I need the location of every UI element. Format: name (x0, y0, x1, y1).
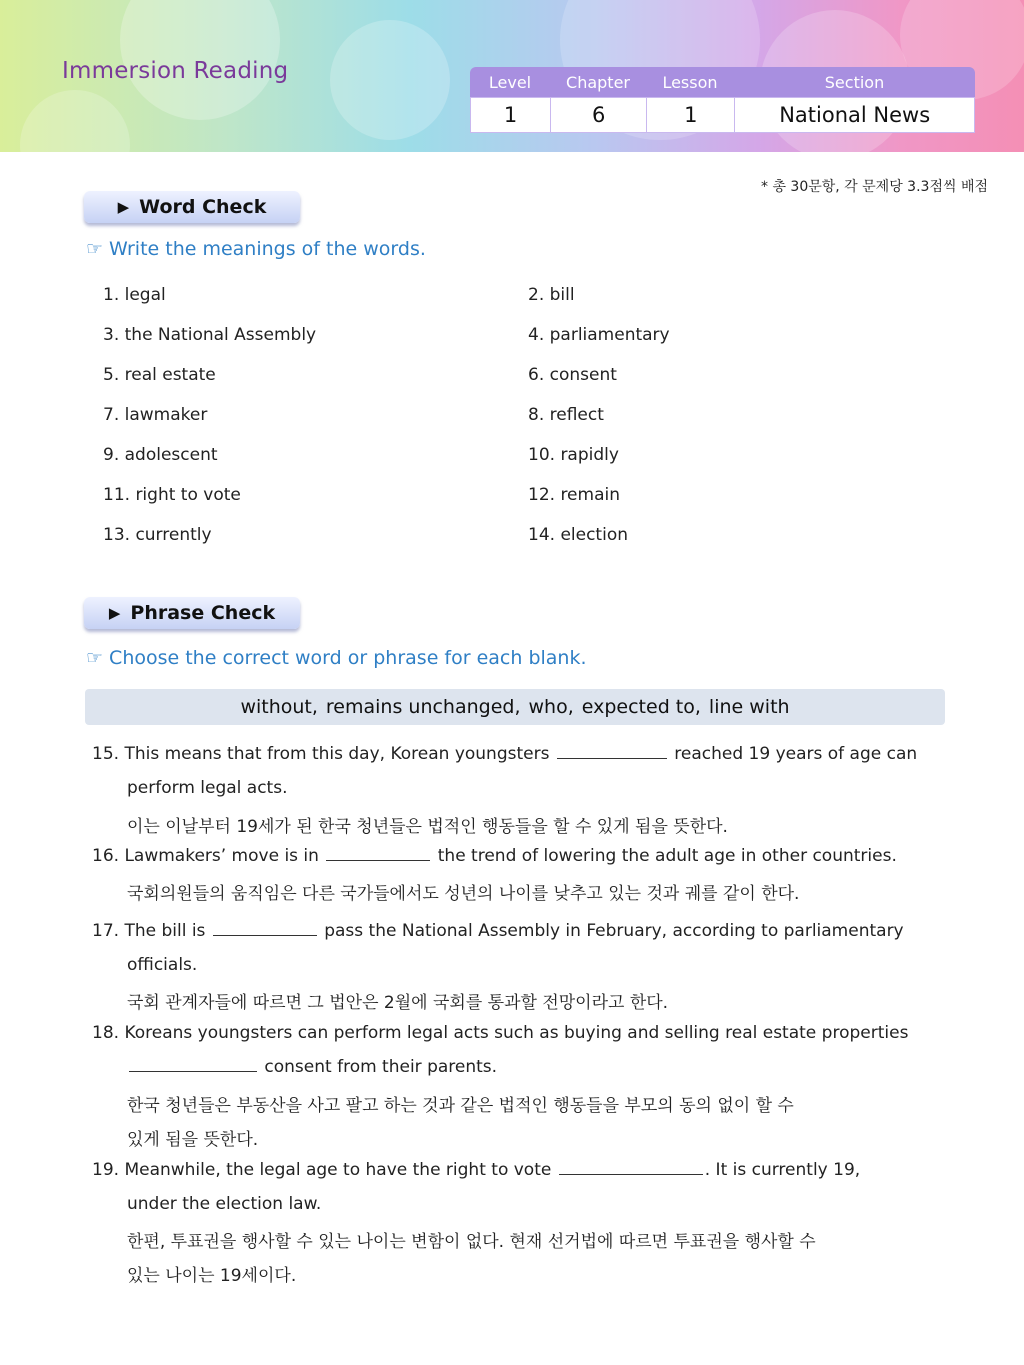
word-item: 8. reflect (528, 405, 604, 425)
decor-bubble (20, 90, 130, 152)
question-text: consent from their parents. (264, 1057, 498, 1077)
pointing-hand-icon: ☞ (86, 238, 104, 260)
word-item: 7. lawmaker (103, 405, 208, 425)
question-line: officials. (127, 955, 198, 975)
word-bank-option: who, (528, 696, 574, 718)
phrase-check-header (84, 597, 300, 629)
word-item: 3. the National Assembly (103, 325, 317, 345)
info-value-lesson: 1 (647, 98, 735, 132)
play-triangle-icon: ▶ (108, 604, 121, 622)
answer-blank[interactable] (213, 934, 317, 936)
word-bank (85, 689, 945, 725)
word-check-instruction-text: Write the meanings of the words. (109, 238, 426, 260)
phrase-check-instruction-text: Choose the correct word or phrase for each blank. (109, 647, 587, 669)
question-text: 17. The bill is (92, 921, 206, 941)
decor-bubble (330, 20, 450, 140)
info-label-level: Level (488, 72, 532, 92)
korean-translation: 이는 이날부터 19세가 된 한국 청년들은 법적인 행동들을 할 수 있게 됨을 뜻한다. (127, 817, 728, 837)
question-text: pass the National Assembly in February, according to parliamentary (324, 921, 904, 941)
word-item: 9. adolescent (103, 445, 218, 465)
word-bank-option: without, (240, 696, 318, 718)
question-line (92, 921, 904, 941)
word-item: 6. consent (528, 365, 617, 385)
word-item: 11. right to vote (103, 485, 241, 505)
answer-blank[interactable] (129, 1070, 257, 1072)
question-text: 15. This means that from this day, Korean youngsters (92, 744, 550, 764)
question-line (92, 744, 917, 764)
header-banner (0, 0, 1024, 152)
korean-translation: 있게 됨을 뜻한다. (127, 1130, 259, 1150)
korean-translation: 있는 나이는 19세이다. (127, 1266, 297, 1286)
korean-translation: 국회 관계자들에 따르면 그 법안은 2월에 국회를 통과할 전망이라고 한다. (127, 993, 669, 1013)
question-line: under the election law. (127, 1194, 322, 1214)
word-bank-option: remains unchanged, (325, 696, 521, 718)
question-line: perform legal acts. (127, 778, 288, 798)
question-line (92, 1160, 860, 1180)
korean-translation: 한국 청년들은 부동산을 사고 팔고 하는 것과 같은 법적인 행동들을 부모의 동의 없이 할 수 (127, 1096, 794, 1116)
brand-title: Immersion Reading (62, 58, 289, 84)
play-triangle-icon: ▶ (117, 198, 130, 216)
question-text: 16. Lawmakers’ move is in (92, 846, 319, 866)
info-value-row (470, 97, 975, 133)
info-label-lesson: Lesson (662, 72, 718, 92)
word-check-header (84, 191, 300, 223)
answer-blank[interactable] (557, 757, 667, 759)
word-bank-option: expected to, (581, 696, 701, 718)
info-value-chapter: 6 (551, 98, 647, 132)
pointing-hand-icon: ☞ (86, 647, 104, 669)
word-item: 13. currently (103, 525, 212, 545)
word-item: 10. rapidly (528, 445, 619, 465)
question-text: . It is currently 19, (704, 1160, 861, 1180)
info-label-section: Section (824, 72, 885, 92)
question-text: reached 19 years of age can (674, 744, 918, 764)
info-value-section: National News (779, 103, 931, 127)
answer-blank[interactable] (326, 859, 430, 861)
answer-blank[interactable] (559, 1173, 703, 1175)
word-check-instruction (86, 238, 426, 260)
phrase-check-instruction (86, 647, 587, 669)
word-check-title: Word Check (139, 196, 267, 218)
question-line (92, 846, 897, 866)
question-text: the trend of lowering the adult age in other countries. (437, 846, 897, 866)
word-item: 2. bill (528, 285, 575, 305)
lesson-info-table (470, 67, 975, 133)
word-item: 14. election (528, 525, 628, 545)
korean-translation: 한편, 투표권을 행사할 수 있는 나이는 변함이 없다. 현재 선거법에 따르면 투표권을 행사할 수 (127, 1232, 816, 1252)
question-line (127, 1057, 497, 1077)
info-label-chapter: Chapter (566, 72, 630, 92)
word-bank-option: line with (708, 696, 790, 718)
question-line: 18. Koreans youngsters can perform legal acts such as buying and selling real estate properties (92, 1023, 909, 1043)
info-value-level: 1 (471, 98, 551, 132)
phrase-check-title: Phrase Check (130, 602, 276, 624)
word-item: 1. legal (103, 285, 166, 305)
scoring-note: * 총 30문항, 각 문제당 3.3점씩 배점 (761, 179, 988, 195)
word-item: 5. real estate (103, 365, 216, 385)
word-item: 12. remain (528, 485, 620, 505)
word-item: 4. parliamentary (528, 325, 670, 345)
question-text: 19. Meanwhile, the legal age to have the right to vote (92, 1160, 552, 1180)
info-header-row (470, 67, 975, 97)
korean-translation: 국회의원들의 움직임은 다른 국가들에서도 성년의 나이를 낮추고 있는 것과 궤를 같이 한다. (127, 884, 800, 904)
